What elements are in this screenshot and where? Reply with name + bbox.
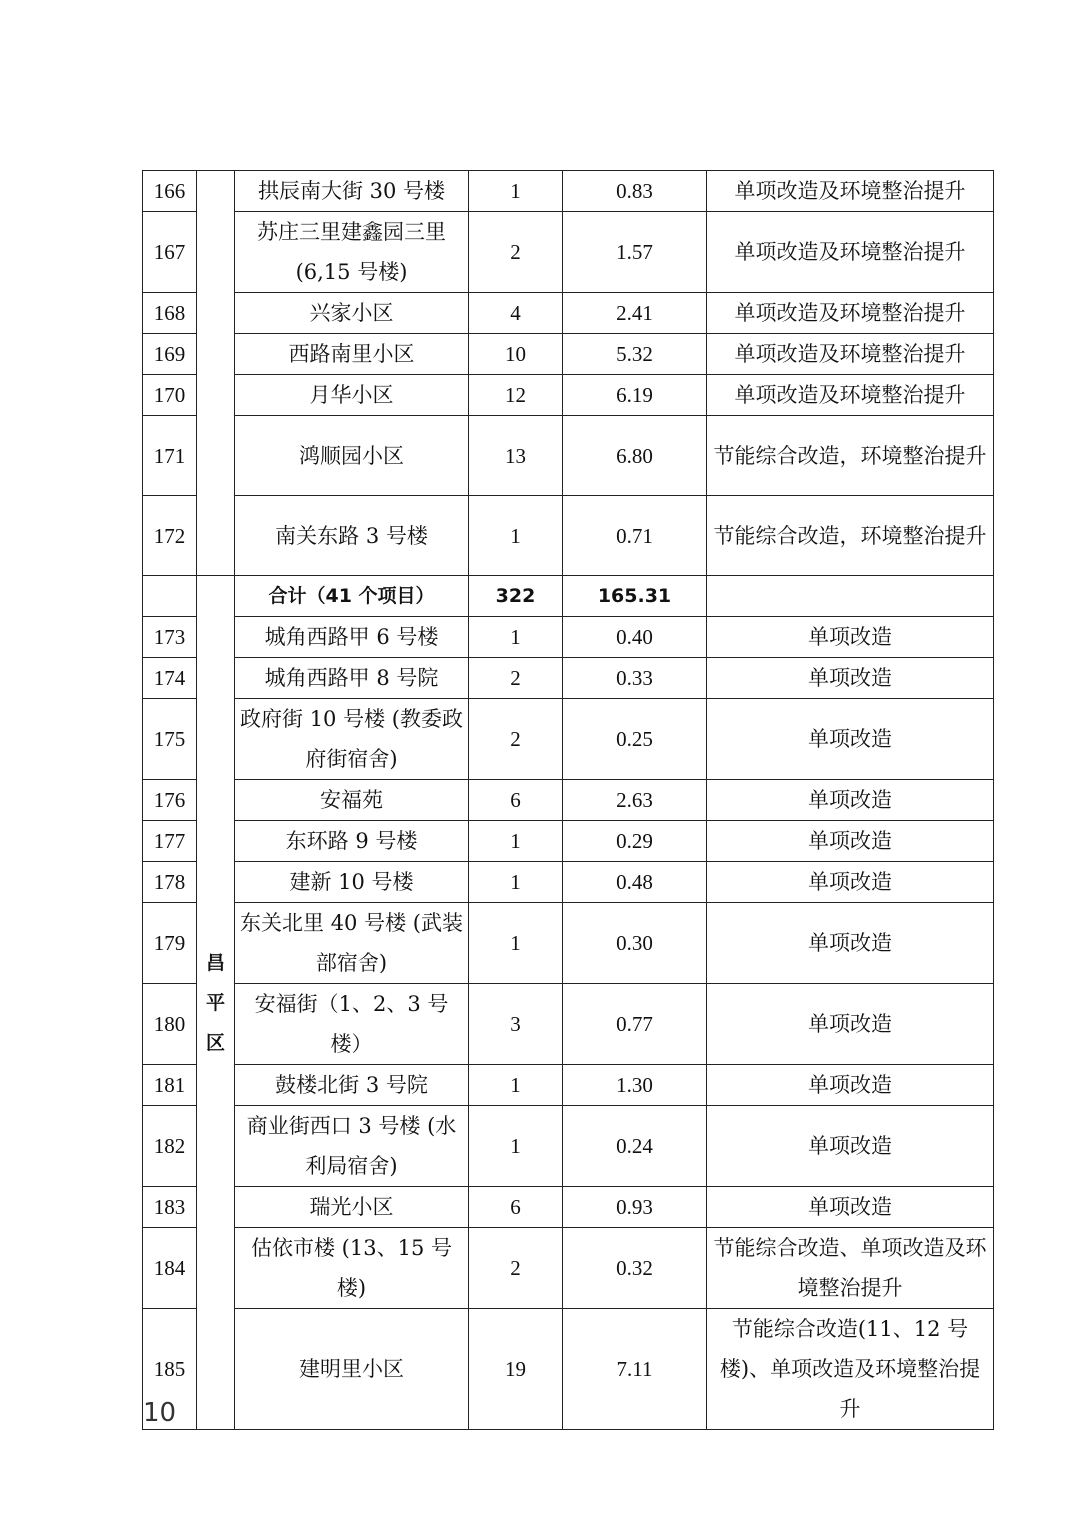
renovation-content: 单项改造 [707,658,994,699]
renovation-content: 单项改造 [707,903,994,984]
renovation-content: 单项改造 [707,1106,994,1187]
project-name: 瑞光小区 [235,1187,469,1228]
renovation-content: 单项改造 [707,984,994,1065]
project-name: 城角西路甲 6 号楼 [235,617,469,658]
renovation-content: 单项改造及环境整治提升 [707,293,994,334]
building-count: 10 [469,334,563,375]
floor-area: 0.40 [563,617,707,658]
floor-area: 0.32 [563,1228,707,1309]
row-number: 170 [143,375,197,416]
page-number: 10 [143,1398,177,1428]
project-name: 东环路 9 号楼 [235,821,469,862]
row-number: 179 [143,903,197,984]
district-cell [197,576,235,1430]
floor-area: 6.19 [563,375,707,416]
row-number: 171 [143,416,197,496]
table-row [143,1309,994,1430]
table-row [143,1228,994,1309]
total-row [143,576,994,617]
project-name: 拱辰南大街 30 号楼 [235,171,469,212]
table-row [143,171,994,212]
floor-area: 0.77 [563,984,707,1065]
total-floor-area: 165.31 [563,576,707,617]
row-number: 185 [143,1309,197,1430]
renovation-content: 单项改造 [707,780,994,821]
building-count: 19 [469,1309,563,1430]
project-name: 商业街西口 3 号楼 (水利局宿舍) [235,1106,469,1187]
floor-area: 0.83 [563,171,707,212]
table-row [143,496,994,576]
project-name: 兴家小区 [235,293,469,334]
row-number: 182 [143,1106,197,1187]
building-count: 1 [469,903,563,984]
total-building-count: 322 [469,576,563,617]
table-row [143,416,994,496]
district-char: 区 [205,1031,225,1054]
floor-area: 0.29 [563,821,707,862]
project-name: 建新 10 号楼 [235,862,469,903]
district-char: 昌 [205,951,225,974]
building-count: 6 [469,780,563,821]
project-name: 苏庄三里建鑫园三里 (6,15 号楼) [235,212,469,293]
row-number: 178 [143,862,197,903]
project-name: 东关北里 40 号楼 (武装部宿舍) [235,903,469,984]
building-count: 2 [469,658,563,699]
building-count: 1 [469,617,563,658]
table-row [143,699,994,780]
floor-area: 1.57 [563,212,707,293]
table-row [143,617,994,658]
table-row [143,212,994,293]
building-count: 1 [469,496,563,576]
table-row [143,658,994,699]
project-name: 南关东路 3 号楼 [235,496,469,576]
building-count: 1 [469,821,563,862]
building-count: 1 [469,1065,563,1106]
building-count: 2 [469,212,563,293]
building-count: 4 [469,293,563,334]
floor-area: 0.30 [563,903,707,984]
row-number [143,576,197,617]
floor-area: 0.24 [563,1106,707,1187]
floor-area: 1.30 [563,1065,707,1106]
district-char: 平 [205,991,225,1014]
district-cell [197,171,235,576]
row-number: 168 [143,293,197,334]
floor-area: 0.93 [563,1187,707,1228]
renovation-content: 单项改造 [707,1065,994,1106]
floor-area: 0.33 [563,658,707,699]
floor-area: 2.41 [563,293,707,334]
renovation-content: 单项改造 [707,862,994,903]
total-content [707,576,994,617]
building-count: 1 [469,862,563,903]
row-number: 169 [143,334,197,375]
renovation-content: 单项改造 [707,821,994,862]
row-number: 176 [143,780,197,821]
renovation-content: 节能综合改造，环境整治提升 [707,416,994,496]
building-count: 6 [469,1187,563,1228]
floor-area: 2.63 [563,780,707,821]
renovation-content: 单项改造 [707,1187,994,1228]
project-name: 政府街 10 号楼 (教委政府街宿舍) [235,699,469,780]
row-number: 183 [143,1187,197,1228]
project-name: 城角西路甲 8 号院 [235,658,469,699]
table-row [143,375,994,416]
row-number: 180 [143,984,197,1065]
building-count: 2 [469,699,563,780]
table-row [143,862,994,903]
floor-area: 5.32 [563,334,707,375]
project-name: 鸿顺园小区 [235,416,469,496]
row-number: 172 [143,496,197,576]
project-name: 月华小区 [235,375,469,416]
renovation-content: 单项改造及环境整治提升 [707,375,994,416]
building-count: 12 [469,375,563,416]
building-count: 13 [469,416,563,496]
row-number: 177 [143,821,197,862]
project-name: 安福街（1、2、3 号楼） [235,984,469,1065]
floor-area: 0.71 [563,496,707,576]
table-row [143,334,994,375]
project-name: 建明里小区 [235,1309,469,1430]
table-row [143,984,994,1065]
renovation-content: 单项改造 [707,617,994,658]
renovation-content: 单项改造及环境整治提升 [707,212,994,293]
table-row [143,780,994,821]
row-number: 166 [143,171,197,212]
row-number: 184 [143,1228,197,1309]
floor-area: 0.48 [563,862,707,903]
floor-area: 0.25 [563,699,707,780]
table-row [143,293,994,334]
project-name: 安福苑 [235,780,469,821]
table-row [143,1065,994,1106]
row-number: 181 [143,1065,197,1106]
building-count: 2 [469,1228,563,1309]
renovation-content: 节能综合改造(11、12 号楼)、单项改造及环境整治提升 [707,1309,994,1430]
table-row [143,821,994,862]
building-count: 1 [469,171,563,212]
renovation-content: 节能综合改造、单项改造及环境整治提升 [707,1228,994,1309]
table-row [143,1187,994,1228]
total-label: 合计（41 个项目） [235,576,469,617]
building-count: 1 [469,1106,563,1187]
renovation-content: 单项改造及环境整治提升 [707,171,994,212]
table-row [143,903,994,984]
project-name: 西路南里小区 [235,334,469,375]
project-name: 估依市楼 (13、15 号楼) [235,1228,469,1309]
project-table [142,170,994,1430]
table-row [143,1106,994,1187]
renovation-content: 节能综合改造，环境整治提升 [707,496,994,576]
row-number: 175 [143,699,197,780]
row-number: 173 [143,617,197,658]
row-number: 167 [143,212,197,293]
building-count: 3 [469,984,563,1065]
renovation-content: 单项改造 [707,699,994,780]
row-number: 174 [143,658,197,699]
floor-area: 7.11 [563,1309,707,1430]
renovation-content: 单项改造及环境整治提升 [707,334,994,375]
project-name: 鼓楼北街 3 号院 [235,1065,469,1106]
floor-area: 6.80 [563,416,707,496]
